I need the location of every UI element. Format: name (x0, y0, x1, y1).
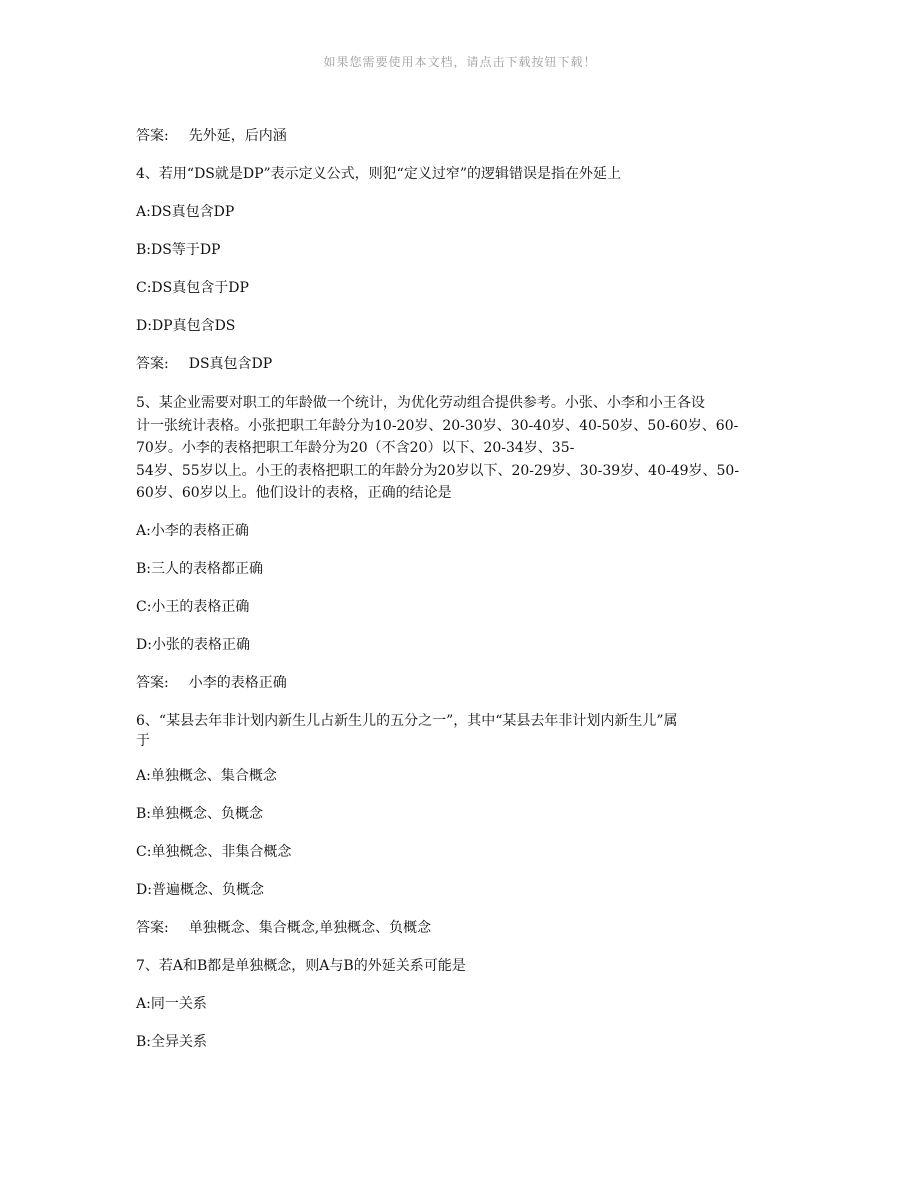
q5-option-a: A:小李的表格正确 (136, 522, 249, 539)
document-body (136, 126, 786, 1070)
q4-option-d: D:DP真包含DS (136, 318, 236, 334)
q6-stem (136, 711, 786, 751)
answer-label: 答案: (136, 356, 169, 372)
q6-stem-line: 6、“某县去年非计划内新生儿占新生儿的五分之一”，其中“某县去年非计划内新生儿”属 (136, 712, 678, 729)
q4-option-a: A:DS真包含DP (136, 204, 235, 220)
download-notice: 如果您需要使用本文档，请点击下载按钮下载！ (323, 55, 597, 69)
q5-stem-line: 54岁、55岁以上。小王的表格把职工的年龄分为20岁以下、20-29岁、30-39岁、40-49岁、50- (136, 462, 740, 479)
answer-label: 答案: (136, 128, 169, 144)
q5-option-d: D:小张的表格正确 (136, 636, 250, 653)
q4-answer (136, 354, 786, 392)
q4-option-c: C:DS真包含于DP (136, 280, 249, 296)
q5-stem-line: 计一张统计表格。小张把职工年龄分为10-20岁、20-30岁、30-40岁、40-50岁、50-60岁、60- (136, 417, 739, 434)
q6-stem-line: 于 (136, 732, 150, 749)
q3-answer (136, 126, 786, 164)
q5-stem-line: 60岁、60岁以上。他们设计的表格，正确的结论是 (136, 485, 452, 501)
q6-option-d: D:普遍概念、负概念 (136, 881, 264, 898)
q6-option-b: B:单独概念、负概念 (136, 805, 264, 822)
q5-stem (136, 392, 786, 505)
q5-option-c: C:小王的表格正确 (136, 598, 250, 615)
answer-label: 答案: (136, 919, 169, 936)
q7-option-a: A:同一关系 (136, 995, 207, 1012)
q5-option-b: B:三人的表格都正确 (136, 560, 264, 577)
q4-option-b: B:DS等于DP (136, 242, 221, 258)
q4-stem: 4、若用“DS就是DP”表示定义公式，则犯“定义过窄”的逻辑错误是指在外延上 (136, 166, 621, 182)
answer-label: 答案: (136, 674, 169, 691)
q7-stem: 7、若A和B都是单独概念，则A与B的外延关系可能是 (136, 957, 466, 974)
q6-answer (136, 918, 786, 956)
q5-stem-line: 70岁。小李的表格把职工年龄分为20（不含20）以下、20-34岁、35- (136, 440, 575, 456)
answer-text: DS真包含DP (188, 356, 273, 372)
answer-text: 先外延，后内涵 (188, 128, 287, 144)
q5-stem-line: 5、某企业需要对职工的年龄做一个统计，为优化劳动组合提供参考。小张、小李和小王各设 (136, 395, 705, 411)
q5-answer (136, 673, 786, 711)
answer-text: 单独概念、集合概念,单独概念、负概念 (188, 919, 432, 936)
q6-option-c: C:单独概念、非集合概念 (136, 843, 292, 860)
q6-option-a: A:单独概念、集合概念 (136, 767, 277, 784)
q7-option-b: B:全异关系 (136, 1033, 208, 1050)
answer-text: 小李的表格正确 (188, 674, 287, 691)
